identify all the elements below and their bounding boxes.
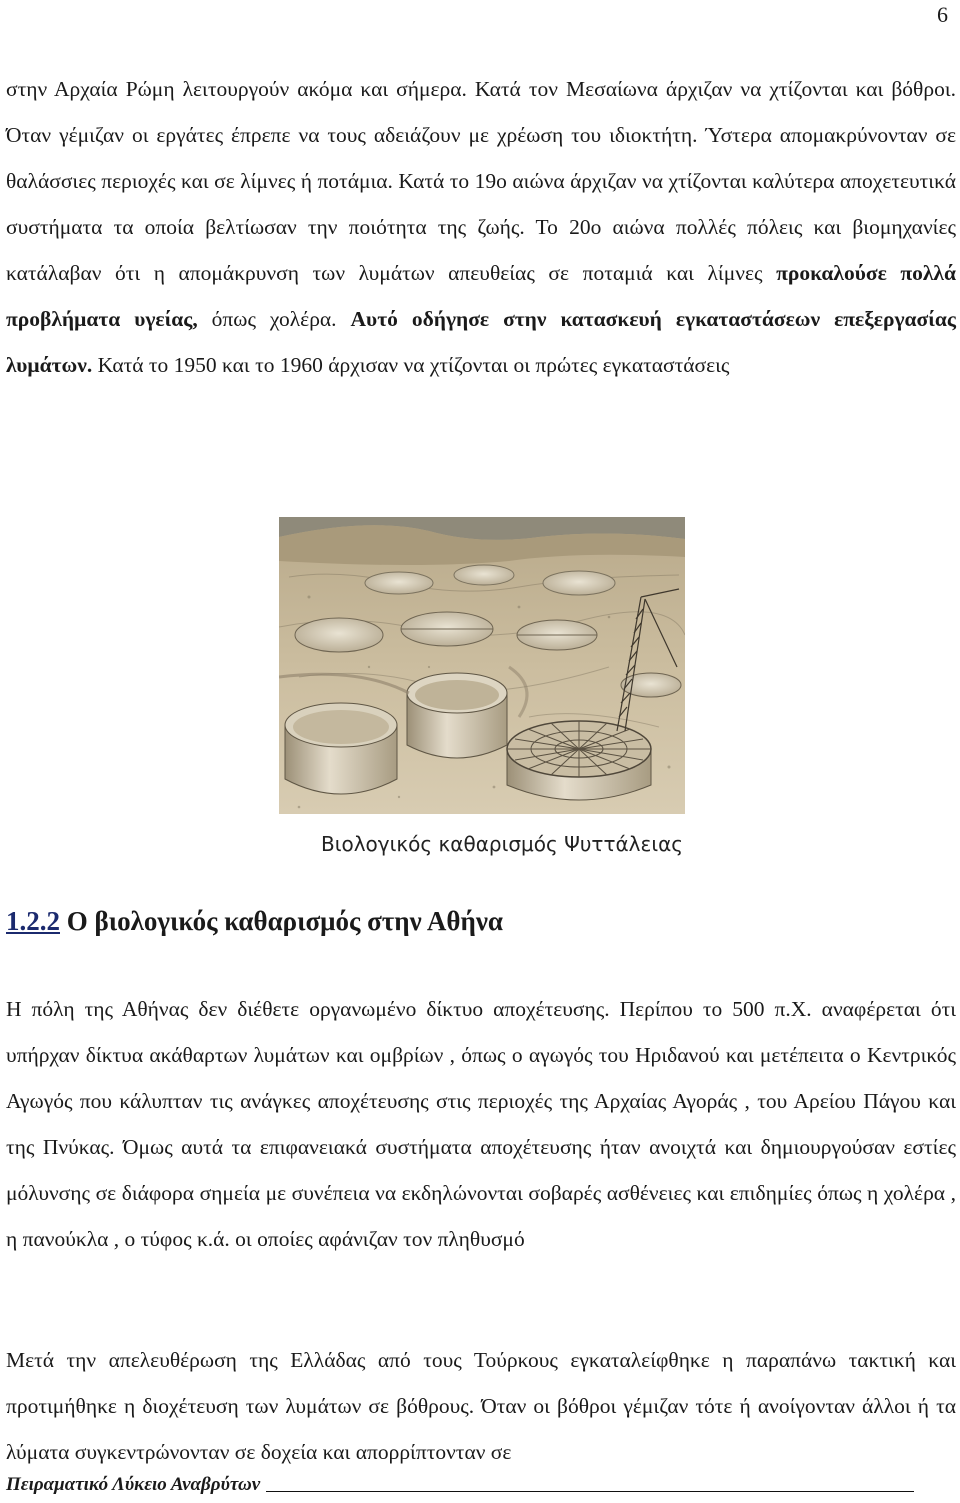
psyttaleia-plant-photo bbox=[279, 517, 685, 814]
text-run: όπως χολέρα. bbox=[197, 307, 351, 331]
footer-school-name: Πειραματικό Λύκειο Αναβρύτων bbox=[6, 1474, 261, 1495]
bold-text-run: προκαλούσε πολλά προβλήματα υγείας, bbox=[6, 261, 956, 331]
liberation-paragraph: Μετά την απελευθέρωση της Ελλάδας από τους Τούρκους εγκαταλείφθηκε η παραπάνω τακτική και προτιμήθηκε η διοχέτευση των λυμάτων σε βόθρους. Όταν οι βόθροι γέμιζαν τότε ή ανοίγονταν άλλοι ή τα λύματα συγκεντρώνονταν σε δοχεία και απορρίπτονταν σε bbox=[6, 1348, 956, 1464]
section-heading bbox=[6, 906, 503, 937]
bold-text-run: Αυτό οδήγησε στην κατασκευή εγκαταστάσεων επεξεργασίας λυμάτων. bbox=[6, 307, 956, 377]
athens-paragraph: Η πόλη της Αθήνας δεν διέθετε οργανωμένο δίκτυο αποχέτευσης. Περίπου το 500 π.Χ. αναφέρεται ότι υπήρχαν δίκτυα ακάθαρτων λυμάτων και ομβρίων , όπως ο αγωγός του Ηριδανού και μετέπειτα ο Κεντρικός Αγωγός που κάλυπταν τις ανάγκες αποχέτευσης στις περιοχές της Αρχαίας Αγοράς , του Αρείου Πάγου και της Πνύκας. Όμως αυτά τα επιφανειακά συστήματα αποχέτευσης ήταν ανοιχτά και δημιουργούσαν εστίες μόλυνσης σε διάφορα σημεία με συνέπεια να εκδηλώνονται σοβαρές ασθένειες και επιδημίες όπως η χολέρα , η πανούκλα , ο τύφος κ.ά. οι οποίες αφάνιζαν τον πληθυσμό bbox=[6, 997, 956, 1251]
page-footer bbox=[6, 1474, 956, 1496]
section-title: Ο βιολογικός καθαρισμός στην Αθήνα bbox=[66, 906, 503, 936]
figure-caption: Βιολογικός καθαρισμός Ψυττάλειας bbox=[320, 832, 684, 856]
history-paragraph bbox=[6, 66, 956, 388]
section-number-link[interactable]: 1.2.2 bbox=[6, 906, 60, 936]
page-number: 6 bbox=[937, 2, 948, 27]
text-run: στην Αρχαία Ρώμη λειτουργούν ακόμα και σήμερα. Κατά τον Μεσαίωνα άρχιζαν να χτίζονται και βόθροι. Όταν γέμιζαν οι εργάτες έπρεπε να τους αδειάζουν με χρέωση του ιδιοκτήτη. Ύστερα απομακρύνονταν σε θαλάσσιες περιοχές και σε λίμνες ή ποτάμια. Κατά το 19ο αιώνα άρχιζαν να χτίζονται καλύτερα αποχετευτικά συστήματα τα οποία βελτίωσαν την ποιότητα της ζωής. Το 20ο αιώνα πολλές πόλεις και βιομηχανίες κατάλαβαν ότι η απομάκρυνση των λυμάτων απευθείας σε ποταμιά και λίμνες bbox=[6, 77, 956, 285]
text-run: Κατά το 1950 και το 1960 άρχισαν να χτίζονται οι πρώτες εγκαταστάσεις bbox=[92, 353, 730, 377]
footer-rule bbox=[266, 1491, 914, 1492]
